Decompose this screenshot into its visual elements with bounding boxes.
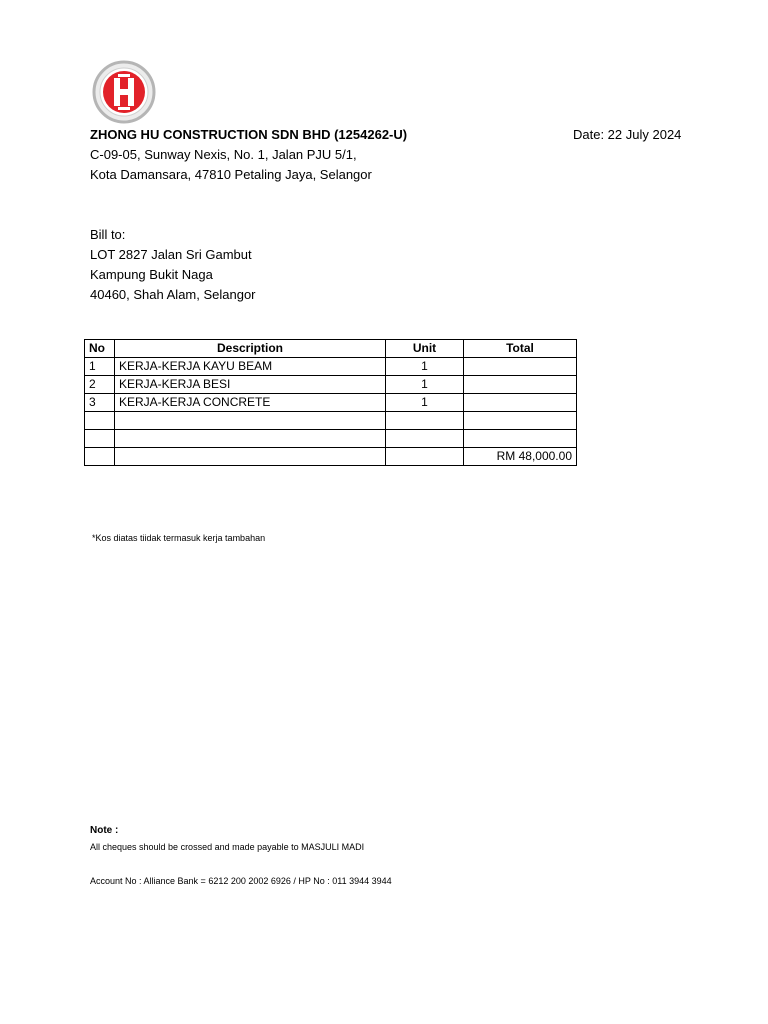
row-no: 2 [85, 376, 115, 394]
table-row-grand-total [85, 448, 577, 466]
row-no [85, 448, 115, 466]
table-row [85, 430, 577, 448]
table-row [85, 376, 577, 394]
invoice-items-table [84, 339, 577, 466]
row-total [464, 394, 577, 412]
row-unit [386, 430, 464, 448]
grand-total: RM 48,000.00 [464, 448, 577, 466]
bill-to-line-1: LOT 2827 Jalan Sri Gambut [90, 247, 252, 262]
header-total: Total [464, 340, 577, 358]
row-description [115, 448, 386, 466]
row-no: 1 [85, 358, 115, 376]
header-no: No [85, 340, 115, 358]
row-unit: 1 [386, 358, 464, 376]
row-total [464, 358, 577, 376]
row-total [464, 430, 577, 448]
row-unit: 1 [386, 394, 464, 412]
company-address-line-2: Kota Damansara, 47810 Petaling Jaya, Selangor [90, 167, 372, 182]
bill-to-line-3: 40460, Shah Alam, Selangor [90, 287, 256, 302]
company-logo [92, 60, 156, 124]
note-text: All cheques should be crossed and made payable to MASJULI MADI [90, 842, 365, 852]
row-description [115, 412, 386, 430]
row-no [85, 412, 115, 430]
table-row [85, 358, 577, 376]
row-no [85, 430, 115, 448]
row-description: KERJA-KERJA KAYU BEAM [115, 358, 386, 376]
note-label: Note : [90, 825, 119, 836]
row-unit [386, 448, 464, 466]
row-total [464, 412, 577, 430]
row-unit [386, 412, 464, 430]
row-no: 3 [85, 394, 115, 412]
row-total [464, 376, 577, 394]
table-header-row [85, 340, 577, 358]
company-address-line-1: C-09-05, Sunway Nexis, No. 1, Jalan PJU 5/1, [90, 147, 357, 162]
bill-to-line-2: Kampung Bukit Naga [90, 267, 213, 282]
row-unit: 1 [386, 376, 464, 394]
header-description: Description [115, 340, 386, 358]
footnote: *Kos diatas tiidak termasuk kerja tambahan [92, 533, 266, 543]
table-row [85, 412, 577, 430]
row-description [115, 430, 386, 448]
row-description: KERJA-KERJA BESI [115, 376, 386, 394]
header-unit: Unit [386, 340, 464, 358]
invoice-date: Date: 22 July 2024 [573, 127, 682, 142]
zhong-hu-h-emblem-logo-icon [92, 60, 156, 124]
bill-to-label: Bill to: [90, 227, 126, 242]
row-description: KERJA-KERJA CONCRETE [115, 394, 386, 412]
company-name: ZHONG HU CONSTRUCTION SDN BHD (1254262-U) [90, 127, 408, 142]
account-details: Account No : Alliance Bank = 6212 200 2002 6926 / HP No : 011 3944 3944 [90, 876, 392, 886]
table-row [85, 394, 577, 412]
